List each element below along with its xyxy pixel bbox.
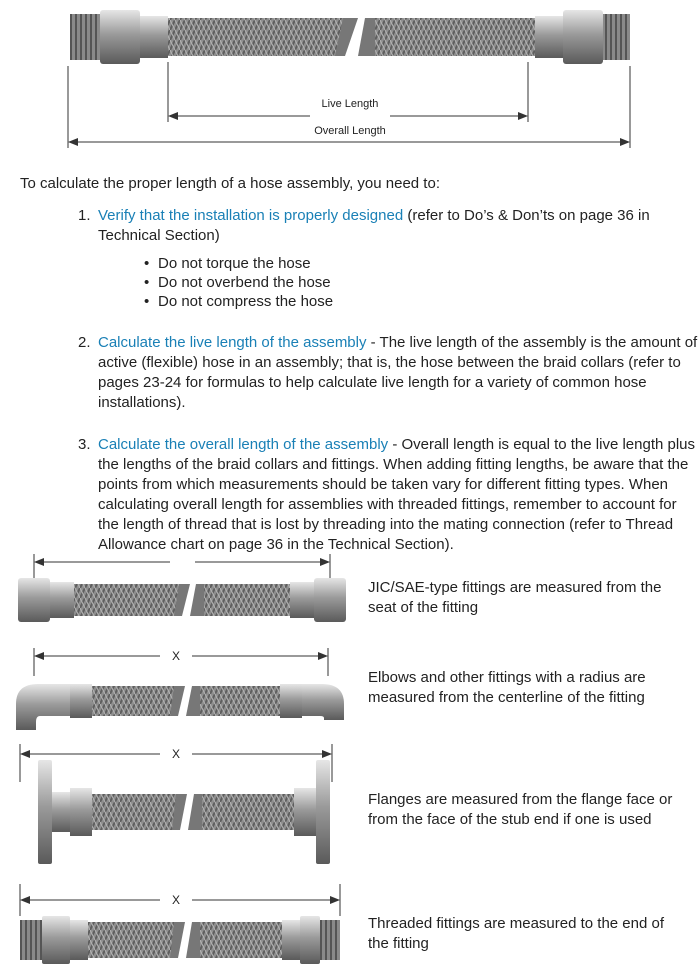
left-thread	[70, 14, 100, 60]
dimension-x-label: X	[171, 747, 181, 761]
right-hex-nut	[563, 10, 603, 64]
flange-diagram	[10, 742, 355, 872]
figure-elbows	[0, 644, 700, 736]
figure-caption: Elbows and other fittings with a radius are measured from the centerline of the fitting	[368, 669, 646, 706]
dimension-x-label: X	[171, 893, 181, 907]
step-1	[78, 206, 698, 311]
elbow-diagram	[10, 644, 355, 736]
step-1-bullets	[98, 254, 698, 311]
bullet-item: • Do not overbend the hose	[144, 273, 698, 292]
right-collar	[535, 16, 563, 58]
intro-text: To calculate the proper length of a hose assembly, you need to:	[20, 175, 440, 192]
overall-length-label: Overall Length	[314, 125, 386, 137]
right-thread	[603, 14, 630, 60]
threaded-diagram	[10, 880, 355, 972]
step-lead[interactable]: Calculate the overall length of the assembly	[98, 436, 389, 453]
figure-caption: Flanges are measured from the flange face or from the face of the stub end if one is used	[368, 791, 673, 828]
overall-length-dimension	[68, 125, 630, 146]
left-hex-nut	[100, 10, 140, 64]
left-collar	[140, 16, 168, 58]
jic-sae-diagram	[10, 548, 355, 638]
step-number: 3.	[78, 436, 91, 453]
step-text: - The live length of the assembly is the amount of active (flexible) hose in an assembly; that is, the hose between the braid collars (refer to pages 23-24 for formulas to help calculate live length for a variety of common hose installations).	[98, 334, 698, 411]
steps-list	[78, 206, 698, 577]
step-3	[78, 435, 698, 555]
figure-flanges	[0, 742, 700, 872]
live-length-dimension	[168, 98, 528, 120]
figure-threaded	[0, 880, 700, 972]
step-number: 1.	[78, 207, 91, 224]
bullet-item: • Do not torque the hose	[144, 254, 698, 273]
step-text: (refer to Do’s & Don’ts on page 36 in Technical Section)	[98, 207, 650, 244]
figure-caption: Threaded fittings are measured to the end of the fitting	[368, 915, 665, 952]
right-braid	[375, 18, 535, 56]
live-length-label: Live Length	[321, 98, 379, 110]
figure-jic-sae	[0, 548, 700, 638]
step-text: - Overall length is equal to the live length plus the lengths of the braid collars and fittings. When adding fitting lengths, be aware that the points from which measurements should be taken vary for different fitting types. When calculating overall length for assemblies with threaded fittings, remember to account for the length of thread that is lost by threading into the mating connection (refer to Thread Allowance chart on page 36 in the Technical Section).	[98, 436, 696, 553]
bullet-item: • Do not compress the hose	[144, 292, 698, 311]
left-braid	[168, 18, 343, 56]
dimension-x-label: X	[171, 649, 181, 663]
step-lead[interactable]: Calculate the live length of the assembly	[98, 334, 367, 351]
step-number: 2.	[78, 334, 91, 351]
hose-assembly-diagram	[40, 0, 660, 150]
figure-caption: JIC/SAE-type fittings are measured from the seat of the fitting	[368, 579, 662, 616]
step-2	[78, 333, 698, 413]
step-lead[interactable]: Verify that the installation is properly designed	[98, 207, 404, 224]
